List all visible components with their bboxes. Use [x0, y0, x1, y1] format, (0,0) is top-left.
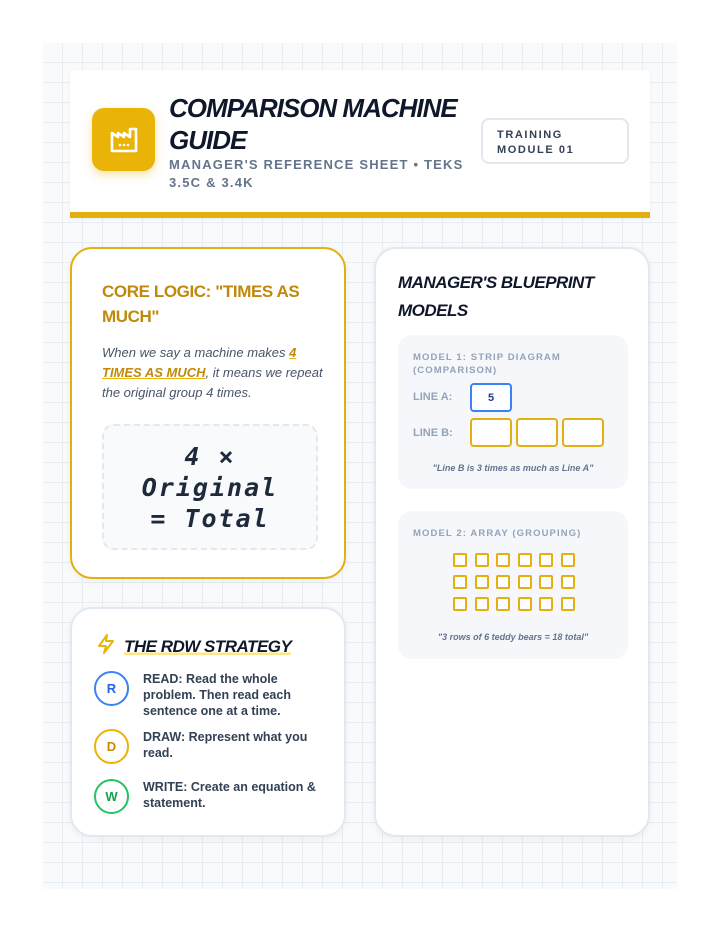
array-cell: [518, 575, 532, 589]
rdw-header: [96, 633, 291, 660]
rdw-letter-r: R: [94, 671, 129, 706]
array-cell: [496, 575, 510, 589]
formula-box: [102, 424, 318, 550]
array-cell: [518, 553, 532, 567]
line-b-strip-1: [470, 418, 512, 447]
lightning-icon: [96, 633, 116, 660]
line-b-strip-3: [562, 418, 604, 447]
array-cell: [475, 575, 489, 589]
rdw-strategy-card: [70, 607, 346, 837]
array-cell: [496, 553, 510, 567]
array-cell: [561, 553, 575, 567]
page-subtitle: MANAGER'S REFERENCE SHEET • TEKS 3.5C & 3.4K: [169, 157, 464, 190]
line-a-label: LINE A:: [413, 391, 453, 403]
rdw-text-read: READ: Read the whole problem. Then read each sentence one at a time.: [143, 672, 291, 718]
rdw-text-draw: DRAW: Represent what you read.: [143, 730, 308, 760]
array-cell: [561, 575, 575, 589]
line-a-strip: 5: [470, 383, 512, 412]
formula-line-2: Original: [141, 472, 279, 502]
blueprint-models-card: [374, 247, 650, 837]
core-logic-body: [102, 343, 327, 403]
core-logic-highlight: 4 TIMES AS MUCH: [102, 345, 297, 380]
array-cell: [453, 553, 467, 567]
core-logic-body-end: , it means we repeat the original group 4 times.: [102, 365, 323, 400]
model-2-caption: "3 rows of 6 teddy bears = 18 total": [437, 632, 589, 642]
module-badge: TRAINING MODULE 01: [481, 118, 629, 164]
rdw-text-write: WRITE: Create an equation & statement.: [143, 780, 316, 810]
line-b-strip-2: [516, 418, 558, 447]
array-cell: [518, 597, 532, 611]
array-cell: [539, 575, 553, 589]
model-1-caption: "Line B is 3 times as much as Line A": [432, 463, 594, 473]
rdw-title: THE RDW STRATEGY: [124, 636, 292, 656]
factory-icon: [92, 108, 155, 171]
rdw-letter-w: W: [94, 779, 129, 814]
core-logic-title: CORE LOGIC: "TIMES AS MUCH": [102, 282, 300, 326]
array-cell: [539, 553, 553, 567]
array-model: [398, 511, 628, 659]
header: [70, 70, 650, 218]
formula-line-1: 4 ×: [184, 441, 236, 471]
rdw-item-read: [94, 671, 324, 719]
array-grid: [453, 553, 573, 611]
rdw-letter-d: D: [94, 729, 129, 764]
strip-diagram-model: [398, 335, 628, 489]
rdw-item-draw: [94, 729, 324, 764]
core-logic-card: [70, 247, 346, 579]
array-cell: [539, 597, 553, 611]
array-cell: [453, 575, 467, 589]
array-cell: [496, 597, 510, 611]
rdw-item-write: [94, 779, 324, 814]
array-cell: [475, 597, 489, 611]
formula-line-3: = Total: [150, 503, 270, 533]
line-b-label: LINE B:: [413, 427, 453, 439]
array-cell: [475, 553, 489, 567]
array-cell: [453, 597, 467, 611]
page-title: COMPARISON MACHINE GUIDE: [169, 93, 457, 155]
array-cell: [561, 597, 575, 611]
core-logic-body-start: When we say a machine makes: [102, 345, 290, 360]
blueprint-title: MANAGER'S BLUEPRINT MODELS: [398, 273, 594, 320]
model-1-label: MODEL 1: STRIP DIAGRAM (COMPARISON): [413, 352, 561, 376]
model-2-label: MODEL 2: ARRAY (GROUPING): [413, 528, 582, 539]
